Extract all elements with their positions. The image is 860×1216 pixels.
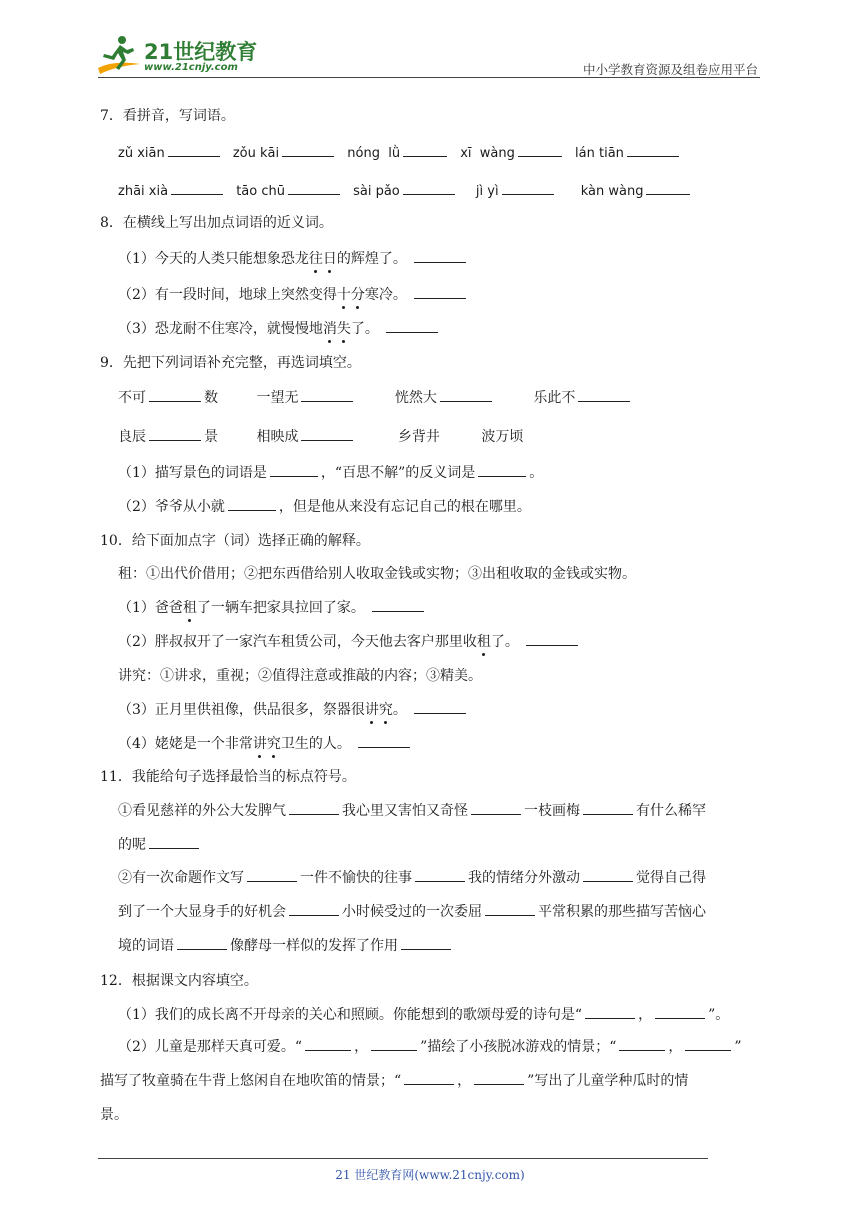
- q7-row-2: [118, 180, 693, 199]
- answer-blank[interactable]: [282, 142, 334, 157]
- page-header: [0, 0, 860, 90]
- idiom-part: 乡背井: [397, 429, 440, 445]
- answer-blank[interactable]: [289, 800, 339, 815]
- q10-jiangjiu-definitions: 讲究：①讲求，重视；②值得注意或推敲的内容；③精美。: [118, 668, 482, 684]
- idiom-part: 波万顷: [481, 429, 524, 445]
- q11-p1-line2: [118, 834, 202, 854]
- q8-sentence-3: [118, 318, 441, 338]
- q12-title: 12．根据课文内容填空。: [100, 973, 258, 989]
- answer-blank[interactable]: [518, 142, 562, 157]
- sentence-text: ”写出了儿童学种瓜时的情: [527, 1073, 689, 1089]
- footer-text: 21 世纪教育网(www.21cnjy.com): [335, 1168, 525, 1182]
- answer-blank[interactable]: [474, 1070, 524, 1085]
- sentence-text: 了。: [490, 634, 519, 650]
- answer-blank[interactable]: [149, 387, 201, 402]
- sentence-text: ，: [668, 1039, 683, 1055]
- answer-blank[interactable]: [578, 387, 630, 402]
- q9-title: 9．先把下列词语补充完整，再选词填空。: [100, 355, 361, 371]
- sentence-text: （3）恐龙耐不住寒冷，就慢慢地: [118, 321, 323, 337]
- idiom-part: 一望无: [256, 390, 299, 406]
- dotted-char: 究: [379, 699, 393, 719]
- answer-blank[interactable]: [414, 248, 466, 263]
- answer-blank[interactable]: [585, 1004, 635, 1019]
- answer-blank[interactable]: [646, 180, 690, 195]
- q12-sentence-2-line2: [100, 1070, 688, 1090]
- q10-sentence-2: [118, 631, 581, 651]
- idiom-part: 乐此不: [533, 390, 576, 406]
- footer-divider: [98, 1158, 708, 1159]
- sentence-text: 。: [392, 702, 407, 718]
- answer-blank[interactable]: [247, 867, 297, 882]
- sentence-text: （2）有一段时间，地球上突然变得: [118, 287, 337, 303]
- answer-blank[interactable]: [502, 180, 554, 195]
- sentence-text: （3）正月里供祖像，供品很多，祭器很: [118, 702, 365, 718]
- answer-blank[interactable]: [171, 180, 223, 195]
- dotted-char: 十: [337, 284, 351, 304]
- answer-blank[interactable]: [289, 901, 339, 916]
- answer-blank[interactable]: [404, 1070, 454, 1085]
- q10-sentence-4: [118, 733, 413, 753]
- idiom-part: 数: [204, 390, 218, 406]
- q8-title: 8．在横线上写出加点词语的近义词。: [100, 215, 333, 231]
- sentence-text: ，: [638, 1007, 653, 1023]
- answer-blank[interactable]: [358, 733, 410, 748]
- q11-title: 11．我能给句子选择最恰当的标点符号。: [100, 769, 356, 785]
- pinyin-item: sài pǎo: [353, 184, 400, 199]
- answer-blank[interactable]: [583, 867, 633, 882]
- pinyin-item: zhāi xià: [118, 184, 169, 199]
- answer-blank[interactable]: [440, 387, 492, 402]
- dotted-char: 消: [323, 318, 337, 338]
- sentence-text: ，但是他从来没有忘记自己的根在哪里。: [278, 499, 531, 515]
- header-divider: [98, 77, 760, 78]
- dotted-char: 租: [183, 597, 197, 617]
- q7-title: 7．看拼音，写词语。: [100, 108, 235, 124]
- sentence-text: 觉得自己得: [636, 870, 706, 886]
- sentence-text: 有什么稀罕: [636, 803, 706, 819]
- pinyin-item: kàn wàng: [580, 184, 644, 199]
- answer-blank[interactable]: [414, 284, 466, 299]
- logo: [94, 34, 264, 78]
- sentence-text: （4）姥姥是一个非常: [118, 736, 253, 752]
- answer-blank[interactable]: [655, 1004, 705, 1019]
- sentence-text: （1）今天的人类只能想象恐龙: [118, 251, 309, 267]
- dotted-char: 讲: [365, 699, 379, 719]
- q11-p1-line1: [118, 800, 706, 820]
- q10-sentence-3: [118, 699, 469, 719]
- sentence-text: （1）描写景色的词语是: [118, 465, 267, 481]
- sentence-text: 像酵母一样似的发挥了作用: [230, 938, 398, 954]
- sentence-text: 境的词语: [118, 938, 174, 954]
- answer-blank[interactable]: [149, 834, 199, 849]
- dotted-char: 租: [477, 631, 491, 651]
- answer-blank[interactable]: [270, 462, 318, 477]
- pinyin-item: zǒu kāi: [232, 146, 280, 161]
- pinyin-item: jì yì: [475, 184, 499, 199]
- dotted-char: 日: [323, 248, 337, 268]
- sentence-text: 一枝画梅: [524, 803, 580, 819]
- answer-blank[interactable]: [401, 935, 451, 950]
- answer-blank[interactable]: [485, 901, 535, 916]
- idiom-part: 恍然大: [394, 390, 437, 406]
- answer-blank[interactable]: [168, 142, 220, 157]
- sentence-text: （1）我们的成长离不开母亲的关心和照顾。你能想到的歌颂母爱的诗句是“: [118, 1007, 583, 1023]
- sentence-text: ①看见慈祥的外公大发脾气: [118, 803, 286, 819]
- idiom-part: 良辰: [118, 429, 146, 445]
- answer-blank[interactable]: [471, 800, 521, 815]
- sentence-text: 寒冷。: [364, 287, 407, 303]
- dotted-char: 讲: [253, 733, 267, 753]
- idiom-part: 相映成: [256, 429, 299, 445]
- answer-blank[interactable]: [619, 1036, 665, 1051]
- q11-p2-line2: [118, 901, 706, 921]
- sentence-text: 了。: [350, 321, 379, 337]
- answer-blank[interactable]: [403, 142, 447, 157]
- q10-title: 10．给下面加点字（词）选择正确的解释。: [100, 533, 370, 549]
- answer-blank[interactable]: [627, 142, 679, 157]
- sentence-text: （2）爷爷从小就: [118, 499, 225, 515]
- dotted-char: 究: [267, 733, 281, 753]
- sentence-text: ”: [734, 1039, 742, 1055]
- q8-sentence-2: [118, 284, 469, 304]
- sentence-text: 我的情绪分外激动: [468, 870, 580, 886]
- sentence-text: 平常积累的那些描写苦恼心: [538, 904, 706, 920]
- q10-zu-definitions: 租：①出代价借用；②把东西借给别人收取金钱或实物；③出租收取的金钱或实物。: [118, 566, 636, 582]
- answer-blank[interactable]: [478, 462, 526, 477]
- runner-logo-icon: [94, 34, 144, 78]
- q12-sentence-1: [118, 1004, 729, 1024]
- pinyin-item: xī wàng: [460, 146, 515, 161]
- sentence-text: ”。: [708, 1007, 730, 1023]
- sentence-text: 小时候受过的一次委屈: [342, 904, 482, 920]
- q11-p2-line1: [118, 867, 706, 887]
- dotted-char: 失: [337, 318, 351, 338]
- q9-row-2: [118, 426, 523, 446]
- answer-blank[interactable]: [372, 597, 424, 612]
- q12-sentence-2-line1: [118, 1036, 742, 1056]
- pinyin-item: nóng lǜ: [347, 146, 401, 161]
- sentence-text: 的辉煌了。: [336, 251, 407, 267]
- sentence-text: 到了一个大显身手的好机会: [118, 904, 286, 920]
- answer-blank[interactable]: [403, 180, 455, 195]
- sentence-text: 的呢: [118, 837, 146, 853]
- sentence-text: ，: [457, 1073, 472, 1089]
- answer-blank[interactable]: [288, 180, 340, 195]
- logo-url: www.21cnjy.com: [144, 62, 238, 73]
- q9-sentence-2: [118, 496, 531, 516]
- answer-blank[interactable]: [371, 1036, 417, 1051]
- dotted-char: 分: [351, 284, 365, 304]
- q7-row-1: [118, 142, 682, 161]
- answer-blank[interactable]: [414, 699, 466, 714]
- idiom-part: 景: [204, 429, 218, 445]
- answer-blank[interactable]: [149, 426, 201, 441]
- answer-blank[interactable]: [415, 867, 465, 882]
- answer-blank[interactable]: [685, 1036, 731, 1051]
- answer-blank[interactable]: [301, 387, 353, 402]
- answer-blank[interactable]: [177, 935, 227, 950]
- sentence-text: 我心里又害怕又奇怪: [342, 803, 468, 819]
- sentence-text: 。: [529, 465, 544, 481]
- sentence-text: 卫生的人。: [280, 736, 351, 752]
- pinyin-item: zǔ xiān: [118, 146, 165, 161]
- answer-blank[interactable]: [305, 1036, 351, 1051]
- q12-sentence-2-line3: 景。: [100, 1107, 128, 1123]
- answer-blank[interactable]: [386, 318, 438, 333]
- sentence-text: ，: [354, 1039, 369, 1055]
- sentence-text: ②有一次命题作文写: [118, 870, 244, 886]
- q9-sentence-1: [118, 462, 543, 482]
- sentence-text: （1）爸爸: [118, 600, 183, 616]
- q9-row-1: [118, 387, 633, 407]
- dotted-char: 往: [309, 248, 323, 268]
- sentence-text: 描写了牧童骑在牛背上悠闲自在地吹笛的情景；“: [100, 1073, 402, 1089]
- idiom-part: 不可: [118, 390, 146, 406]
- answer-blank[interactable]: [228, 496, 276, 511]
- answer-blank[interactable]: [526, 631, 578, 646]
- q11-p2-line3: [118, 935, 454, 955]
- q8-sentence-1: [118, 248, 469, 268]
- pinyin-item: tāo chū: [236, 184, 285, 199]
- platform-title: 中小学教育资源及组卷应用平台: [582, 62, 758, 77]
- answer-blank[interactable]: [301, 426, 353, 441]
- sentence-text: ”描绘了小孩脱冰游戏的情景；“: [420, 1039, 617, 1055]
- sentence-text: 了一辆车把家具拉回了家。: [196, 600, 365, 616]
- sentence-text: 一件不愉快的往事: [300, 870, 412, 886]
- logo-text: 21世纪教育: [144, 40, 258, 64]
- sentence-text: （2）儿童是那样天真可爱。“: [118, 1039, 303, 1055]
- pinyin-item: lán tiān: [575, 146, 624, 161]
- q10-sentence-1: [118, 597, 427, 617]
- sentence-text: （2）胖叔叔开了一家汽车租赁公司，今天他去客户那里收: [118, 634, 477, 650]
- answer-blank[interactable]: [583, 800, 633, 815]
- sentence-text: ，“百思不解”的反义词是: [320, 465, 476, 481]
